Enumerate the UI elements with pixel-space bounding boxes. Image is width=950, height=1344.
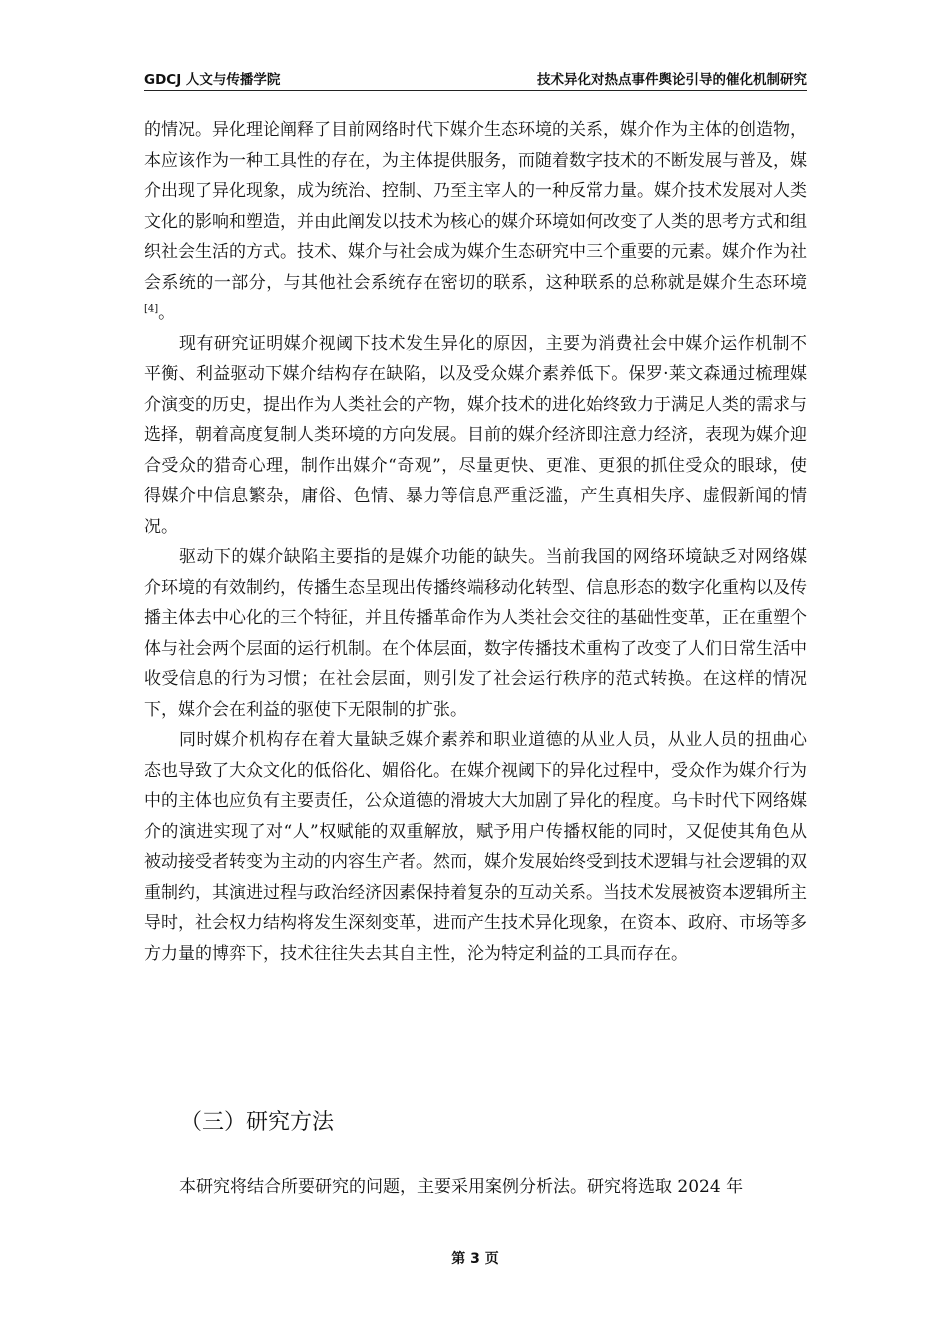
paragraph-3: 驱动下的媒介缺陷主要指的是媒介功能的缺失。当前我国的网络环境缺乏对网络媒介环境的有效制约，传播生态呈现出传播终端移动化转型、信息形态的数字化重构以及传播主体去中心化的三个特征，并且传播革命作为人类社会交往的基础性变革，正在重塑个体与社会两个层面的运行机制。在个体层面，数字传播技术重构了改变了人们日常生活中收受信息的行为习惯；在社会层面，则引发了社会运行秩序的范式转换。在这样的情况下，媒介会在利益的驱使下无限制的扩张。 [144,547,807,720]
page-number: 第 3 页 [451,1251,499,1267]
paragraph-2: 现有研究证明媒介视阈下技术发生异化的原因，主要为消费社会中媒介运作机制不平衡、利益驱动下媒介结构存在缺陷，以及受众媒介素养低下。保罗·莱文森通过梳理媒介演变的历史，提出作为人类社会的产物，媒介技术的进化始终致力于满足人类的需求与选择，朝着高度复制人类环境的方向发展。目前的媒介经济即注意力经济，表现为媒介迎合受众的猎奇心理，制作出媒介“奇观”，尽量更快、更准、更狠的抓住受众的眼球，使得媒介中信息繁杂，庸俗、色情、暴力等信息严重泛滥，产生真相失序、虚假新闻的情况。 [144,333,807,537]
header-institution: GDCJ 人文与传播学院 [144,72,281,88]
body-text [144,115,807,969]
paragraph-1 [144,115,807,329]
citation-marker: [4] [144,303,159,315]
paragraph-4: 同时媒介机构存在着大量缺乏媒介素养和职业道德的从业人员，从业人员的扭曲心态也导致了大众文化的低俗化、媚俗化。在媒介视阈下的异化过程中，受众作为媒介行为中的主体也应负有主要责任，公众道德的滑坡大大加剧了异化的程度。乌卡时代下网络媒介的演进实现了对“人”权赋能的双重解放，赋予用户传播权能的同时，又促使其角色从被动接受者转变为主动的内容生产者。然而，媒介发展始终受到技术逻辑与社会逻辑的双重制约，其演进过程与政治经济因素保持着复杂的互动关系。当技术发展被资本逻辑所主导时，社会权力结构将发生深刻变革，进而产生技术异化现象，在资本、政府、市场等多方力量的博弈下，技术往往失去其自主性，沦为特定利益的工具而存在。 [144,730,807,964]
paragraph-1-text: 的情况。异化理论阐释了目前网络时代下媒介生态环境的关系，媒介作为主体的创造物，本应该作为一种工具性的存在，为主体提供服务，而随着数字技术的不断发展与普及，媒介出现了异化现象，成为统治、控制、乃至主宰人的一种反常力量。媒介技术发展对人类文化的影响和塑造，并由此阐发以技术为核心的媒介环境如何改变了人类的思考方式和组织社会生活的方式。技术、媒介与社会成为媒介生态研究中三个重要的元素。媒介作为社会系统的一部分，与其他社会系统存在密切的联系，这种联系的总称就是媒介生态环境 [144,120,807,293]
running-header [144,64,807,91]
section-heading: （三）研究方法 [180,1110,335,1135]
header-paper-title: 技术异化对热点事件舆论引导的催化机制研究 [537,72,807,88]
paragraph-5: 本研究将结合所要研究的问题，主要采用案例分析法。研究将选取 2024 年 [179,1177,744,1197]
paragraph-1-end: 。 [158,303,176,323]
